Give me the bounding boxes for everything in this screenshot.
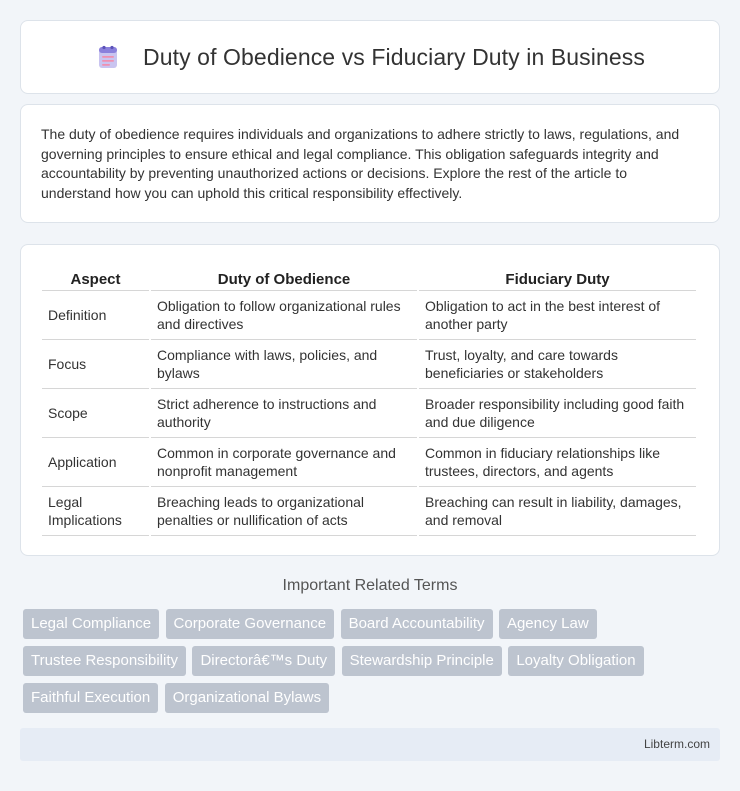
table-cell: Trust, loyalty, and care towards beneficiaries or stakeholders bbox=[419, 340, 696, 389]
page-title: Duty of Obedience vs Fiduciary Duty in Business bbox=[143, 43, 645, 70]
header-fiduciary-duty: Fiduciary Duty bbox=[419, 265, 696, 291]
term-tag[interactable]: Faithful Execution bbox=[23, 683, 158, 713]
table-cell: Breaching can result in liability, damages, and removal bbox=[419, 487, 696, 536]
table-row bbox=[42, 438, 696, 487]
intro-card bbox=[20, 104, 720, 223]
table-row bbox=[42, 487, 696, 536]
document-icon bbox=[95, 44, 121, 70]
table-cell: Application bbox=[42, 438, 149, 487]
header-duty-of-obedience: Duty of Obedience bbox=[151, 265, 417, 291]
header-aspect: Aspect bbox=[42, 265, 149, 291]
related-terms-list bbox=[23, 609, 723, 720]
table-cell: Compliance with laws, policies, and bylaws bbox=[151, 340, 417, 389]
related-terms-title: Important Related Terms bbox=[282, 577, 458, 594]
table-cell: Focus bbox=[42, 340, 149, 389]
table-cell: Common in corporate governance and nonprofit management bbox=[151, 438, 417, 487]
table-row bbox=[42, 291, 696, 340]
term-tag[interactable]: Corporate Governance bbox=[166, 609, 335, 639]
term-tag[interactable]: Board Accountability bbox=[341, 609, 493, 639]
term-tag[interactable]: Trustee Responsibility bbox=[23, 646, 186, 676]
intro-text: The duty of obedience requires individuals and organizations to adhere strictly to laws, regulations, and governing principles to ensure ethical and legal compliance. This obligation safeguards integrity and accountability by preventing unauthorized actions or decisions. Explore the rest of the article to understand how you can uphold this critical responsibility effectively. bbox=[41, 126, 680, 201]
comparison-table-card bbox=[20, 244, 720, 556]
comparison-table bbox=[40, 265, 698, 536]
footer-site-link[interactable]: Libterm.com bbox=[643, 737, 710, 751]
term-tag[interactable]: Loyalty Obligation bbox=[508, 646, 643, 676]
table-cell: Strict adherence to instructions and authority bbox=[151, 389, 417, 438]
term-tag[interactable]: Legal Compliance bbox=[23, 609, 159, 639]
table-cell: Common in fiduciary relationships like trustees, directors, and agents bbox=[419, 438, 696, 487]
table-cell: Breaching leads to organizational penalties or nullification of acts bbox=[151, 487, 417, 536]
table-header-row bbox=[42, 265, 696, 291]
term-tag[interactable]: Directorâ€™s Duty bbox=[192, 646, 335, 676]
term-tag[interactable]: Organizational Bylaws bbox=[165, 683, 329, 713]
table-row bbox=[42, 340, 696, 389]
table-cell: Broader responsibility including good faith and due diligence bbox=[419, 389, 696, 438]
table-row bbox=[42, 389, 696, 438]
term-tag[interactable]: Stewardship Principle bbox=[342, 646, 502, 676]
table-cell: Obligation to follow organizational rules and directives bbox=[151, 291, 417, 340]
table-cell: Definition bbox=[42, 291, 149, 340]
footer bbox=[20, 728, 720, 761]
table-cell: Obligation to act in the best interest of another party bbox=[419, 291, 696, 340]
table-cell: Legal Implications bbox=[42, 487, 149, 536]
term-tag[interactable]: Agency Law bbox=[499, 609, 597, 639]
title-card bbox=[20, 20, 720, 94]
table-cell: Scope bbox=[42, 389, 149, 438]
